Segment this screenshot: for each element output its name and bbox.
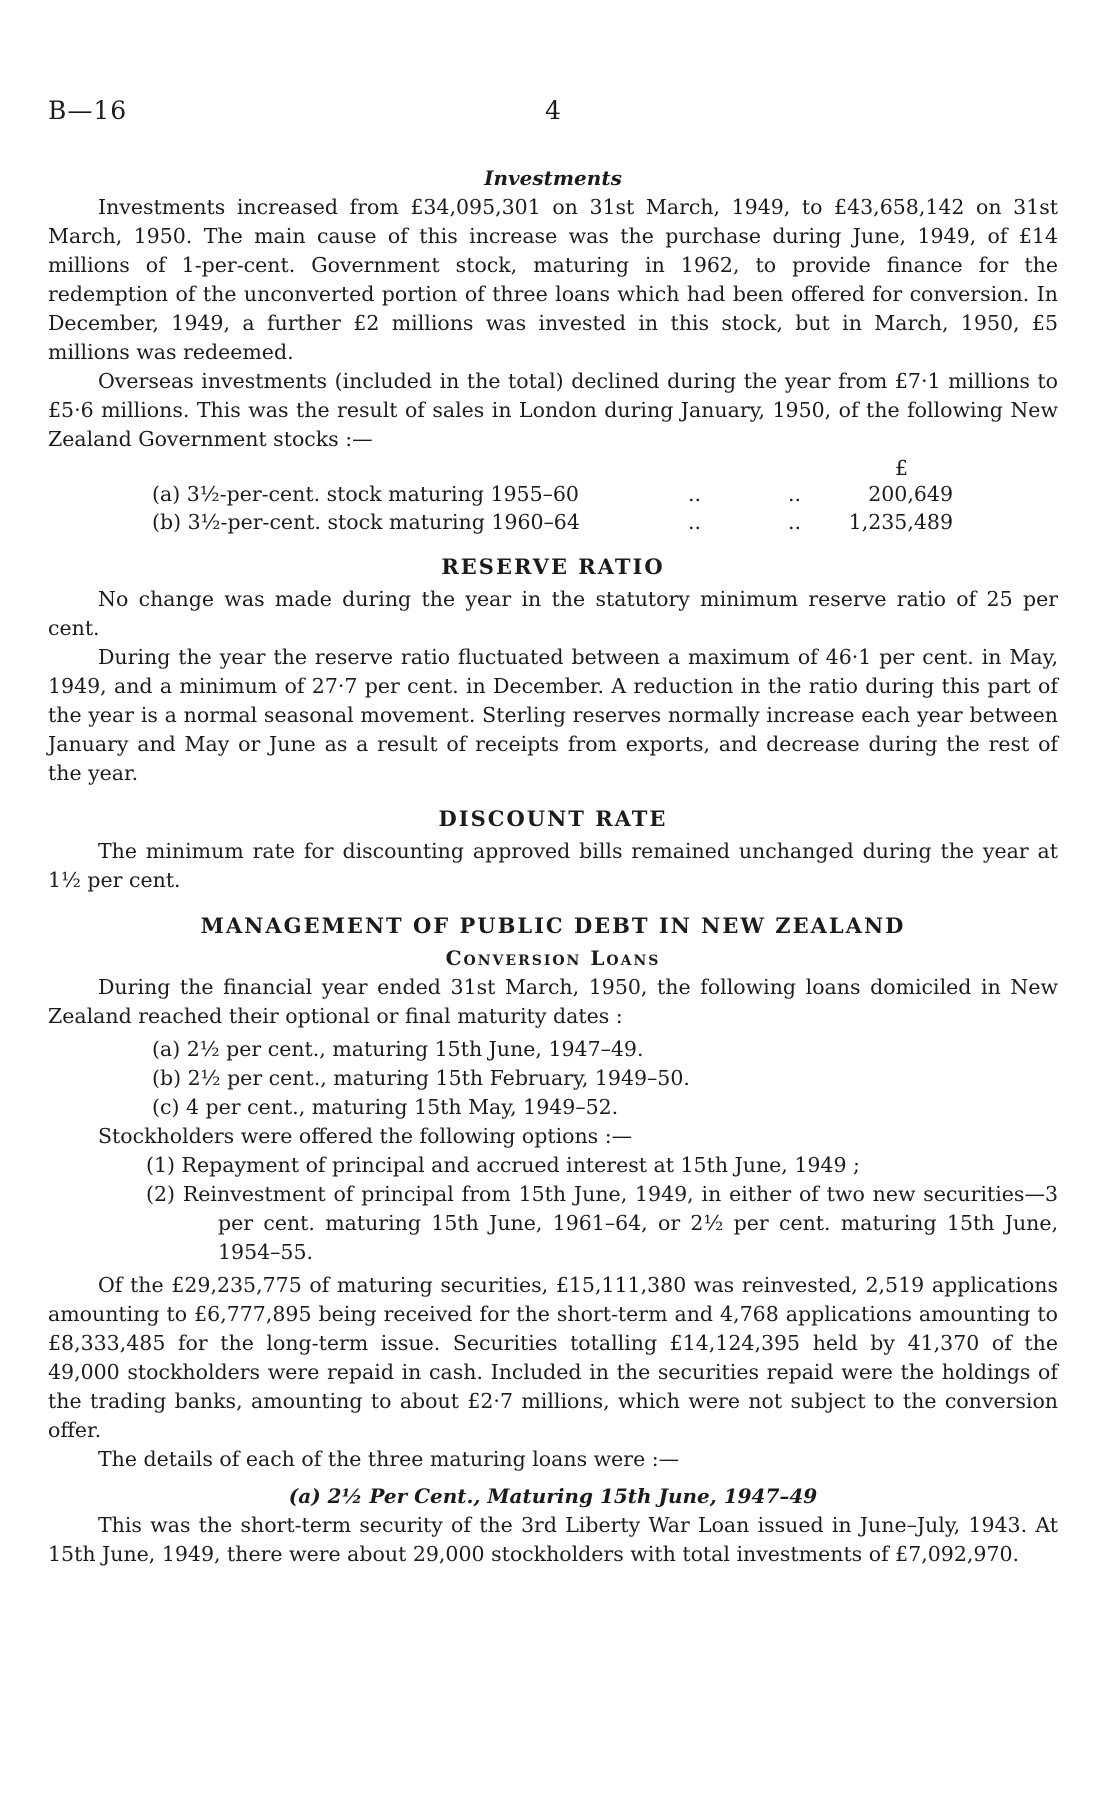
- public-debt-paragraph-1: During the financial year ended 31st March, 1950, the following loans domiciled in New Zealand reached their optional or final maturity dates :: [48, 975, 1058, 1028]
- document-reference: B—16: [48, 96, 128, 125]
- page-content: [48, 164, 1058, 1569]
- page-number: 4: [545, 96, 561, 125]
- option-item: (2) Reinvestment of principal from 15th June, 1949, in either of two new securities—3 per cent. maturing 15th June, 1961–64, or 2½ per cent. maturing 15th June, 1954–55.: [146, 1182, 1058, 1264]
- stock-label: (b) 3½-per-cent. stock maturing 1960–64: [152, 510, 580, 534]
- loan-list-item: (b) 2½ per cent., maturing 15th February, 1949–50.: [152, 1066, 690, 1090]
- options-intro: Stockholders were offered the following options :—: [98, 1124, 633, 1148]
- public-debt-paragraph-2: Of the £29,235,775 of maturing securities, £15,111,380 was reinvested, 2,519 applications amounting to £6,777,895 being received for the short-term and 4,768 applications amounting to £8,333,485 for the long-term issue. Securities totalling £14,124,395 held by 41,370 of the 49,000 stockholders were repaid in cash. Included in the securities repaid were the holdings of the trading banks, amounting to about £2·7 millions, which were not subject to the conversion offer.: [48, 1273, 1058, 1442]
- loan-list-item: (c) 4 per cent., maturing 15th May, 1949–52.: [152, 1095, 619, 1119]
- investments-paragraph-2: Overseas investments (included in the total) declined during the year from £7·1 millions to £5·6 millions. This was the result of sales in London during January, 1950, of the following New Zealand Government stocks :—: [48, 369, 1058, 451]
- page-header: [48, 96, 1058, 128]
- reserve-ratio-paragraph-1: No change was made during the year in the statutory minimum reserve ratio of 25 per cent.: [48, 587, 1058, 640]
- stock-amount: 1,235,489: [848, 510, 953, 534]
- loan-list-item: (a) 2½ per cent., maturing 15th June, 1947–49.: [152, 1037, 644, 1061]
- loan-a-paragraph: This was the short-term security of the 3rd Liberty War Loan issued in June–July, 1943. At 15th June, 1949, there were about 29,000 stockholders with total investments of £7,092,970.: [48, 1513, 1058, 1566]
- currency-label: £: [894, 456, 908, 480]
- stock-row: [48, 508, 1058, 536]
- leader-dots: ..: [788, 510, 802, 534]
- stock-amount: 200,649: [868, 482, 953, 506]
- leader-dots: ..: [788, 482, 802, 506]
- investments-paragraph-1: Investments increased from £34,095,301 on 31st March, 1949, to £43,658,142 on 31st March, 1950. The main cause of this increase was the purchase during June, 1949, of £14 millions of 1-per-cent. Government stock, maturing in 1962, to provide finance for the redemption of the unconverted portion of three loans which had been offered for conversion. In December, 1949, a further £2 millions was invested in this stock, but in March, 1950, £5 millions was redeemed.: [48, 195, 1058, 364]
- public-debt-heading: MANAGEMENT OF PUBLIC DEBT IN NEW ZEALAND: [200, 913, 906, 938]
- discount-rate-heading: DISCOUNT RATE: [438, 806, 668, 831]
- option-item: (1) Repayment of principal and accrued interest at 15th June, 1949 ;: [146, 1153, 860, 1177]
- leader-dots: ..: [688, 510, 702, 534]
- stock-row: [48, 480, 1058, 508]
- conversion-loans-subheading: Conversion Loans: [445, 946, 661, 970]
- reserve-ratio-heading: RESERVE RATIO: [441, 554, 665, 579]
- discount-rate-paragraph: The minimum rate for discounting approved bills remained unchanged during the year at 1½ per cent.: [48, 839, 1058, 892]
- investments-heading: Investments: [484, 166, 622, 190]
- loan-a-heading: (a) 2½ Per Cent., Maturing 15th June, 1947–49: [288, 1484, 818, 1508]
- stock-label: (a) 3½-per-cent. stock maturing 1955–60: [152, 482, 579, 506]
- currency-column-header: [48, 454, 1058, 480]
- leader-dots: ..: [688, 482, 702, 506]
- reserve-ratio-paragraph-2: During the year the reserve ratio fluctuated between a maximum of 46·1 per cent. in May, 1949, and a minimum of 27·7 per cent. in December. A reduction in the ratio during this part of the year is a normal seasonal movement. Sterling reserves normally increase each year between January and May or June as a result of receipts from exports, and decrease during the rest of the year.: [48, 645, 1058, 785]
- public-debt-paragraph-3: The details of each of the three maturing loans were :—: [98, 1447, 680, 1471]
